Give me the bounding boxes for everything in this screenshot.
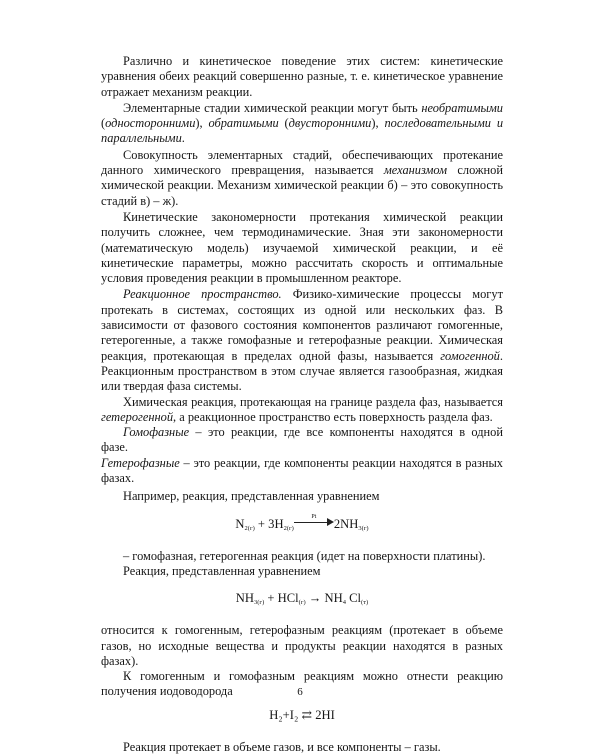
text-run: сложной химической реакции. Механизм химической реакции б) – это совокупность стадий в) – ж). <box>101 163 503 208</box>
text-run: Совокупность элементарных стадий, обеспечивающих протекание данного химического превращения, называется <box>101 147 503 178</box>
text-run: . <box>181 131 185 146</box>
paragraph-heterogeneous <box>101 395 503 426</box>
catalyst-arrow <box>294 513 334 527</box>
text-run: . Реакционным пространством в этом случае является газообразная, жидкая или твердая фаза системы. <box>101 348 503 394</box>
eq-term: Cl <box>345 591 362 606</box>
text-run: , а реакционное пространство есть поверхность раздела фаз. <box>173 409 493 424</box>
equation-ammonium-chloride <box>101 591 503 609</box>
eq-subscript: 4 <box>342 599 346 607</box>
paragraph-kinetic-behavior: Различно и кинетическое поведение этих систем: кинетические уравнения обеих реакций совершенно разные, т. е. кинетическое уравнение отражает механизм реакции. <box>101 54 503 99</box>
paragraph-homophase-heterogeneous: – гомофазная, гетерогенная реакция (идет на поверхности платины). <box>123 548 486 563</box>
text-run: Элементарные стадии химической реакции могут быть <box>123 100 422 115</box>
text-column <box>101 54 503 755</box>
paragraph-gas-volume: Реакция протекает в объеме газов, и все компоненты – газы. <box>123 739 441 754</box>
paragraph-homogeneous-heterophase: относится к гомогенным, гетерофазным реакциям (протекает в объеме газов, но исходные вещества и продукты реакции находятся в разных фазах). <box>101 623 503 668</box>
term-reversible: обратимыми <box>208 116 279 131</box>
eq-subscript: (т) <box>361 599 369 607</box>
term-homophase: Гомофазные <box>123 425 190 440</box>
eq-subscript: 2(г) <box>283 524 294 532</box>
paragraph-heterophase <box>101 456 503 487</box>
paragraph-mechanism <box>101 148 503 209</box>
text-run: ), <box>371 116 385 131</box>
text-run: – это реакции, где все компоненты находятся в одной фазе. <box>101 425 503 455</box>
text-run: ( <box>101 116 106 131</box>
eq-term: + 3H <box>254 516 284 531</box>
eq-term: NH <box>324 591 343 606</box>
arrow-shaft <box>294 522 328 523</box>
eq-term: NH <box>235 591 254 606</box>
term-heterogeneous: гетерогенной <box>101 409 174 424</box>
term-heterophase: Гетерофазные <box>101 455 180 470</box>
eq-subscript: 2(г) <box>244 524 255 532</box>
text-run: Химическая реакция, протекающая на границе раздела фаз, называется <box>123 394 503 409</box>
paragraph-hydrogen-iodide: К гомогенным и гомофазным реакциям можно отнести реакцию получения иодоводорода <box>101 669 503 699</box>
term-irreversible: необратимыми <box>421 100 503 115</box>
term-two-sided: двусторонними <box>288 116 372 131</box>
paragraph-kinetic-laws: Кинетические закономерности протекания химической реакции получить сложнее, чем термодинамические. Зная эти закономерности (математическую модель) изучаемой химической реакции, и её кинетические параметры, можно рассчитать скорость и оптимальные условия проведения реакции в промышленном реакторе. <box>101 209 503 286</box>
term-mechanism: механизмом <box>383 163 448 178</box>
text-run: ( <box>278 116 289 131</box>
equation-ammonia-synthesis <box>101 513 503 535</box>
eq-subscript: (г) <box>298 599 306 607</box>
eq-term: + HCl <box>264 591 299 606</box>
reaction-arrow-icon: → <box>305 591 325 606</box>
paragraph-second-example-intro: Реакция, представленная уравнением <box>123 563 321 578</box>
eq-term: N <box>235 516 245 531</box>
paragraph-example-intro: Например, реакция, представленная уравнением <box>123 489 380 504</box>
term-sequential-parallel: последовательными и параллельными <box>101 116 504 146</box>
text-run: – это реакции, где компоненты реакции находятся в разных фазах. <box>101 455 503 486</box>
page-number: 6 <box>297 686 303 698</box>
paragraph-reaction-space <box>101 287 503 394</box>
eq-term: 2NH <box>333 516 359 531</box>
arrow-head-icon <box>327 518 334 526</box>
eq-subscript: 3(г) <box>358 524 369 532</box>
paragraph-homophase <box>101 425 503 456</box>
eq-subscript: 3(г) <box>253 599 265 607</box>
term-one-sided: односторонними <box>105 116 196 131</box>
term-reaction-space: Реакционное пространство. <box>123 287 282 302</box>
paragraph-elementary-stages <box>101 101 503 147</box>
catalyst-label: Pt <box>311 513 317 520</box>
equation-hydrogen-iodide: H₂+I₂ ⇄ 2HI <box>269 707 335 722</box>
text-run: ), <box>195 116 209 131</box>
term-homogeneous: гомогенной <box>440 348 500 363</box>
text-run: Физико-химические процессы могут протекать в системах, состоящих из одной или нескольких фаз. В зависимости от фазового состояния компонентов различают гомогенные, гетерогенные, а также гомофазные и гетерофазные реакции. Химическая реакция, протекающая в пределах одной фазы, называется <box>101 287 503 363</box>
